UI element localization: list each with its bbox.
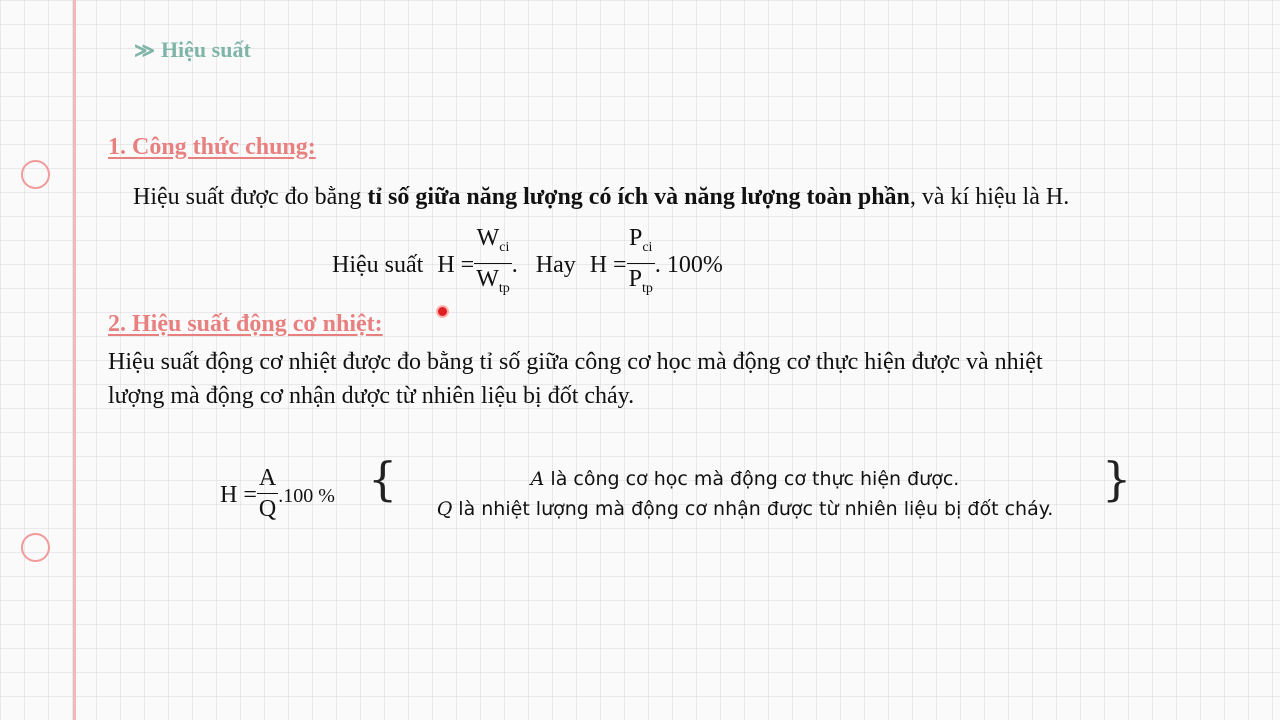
- denominator-sub: tp: [641, 280, 653, 296]
- var-a: A: [530, 468, 545, 490]
- fraction-a-q: [257, 463, 278, 524]
- numerator-sub: ci: [499, 239, 510, 255]
- formula-lhs: H =: [220, 482, 257, 509]
- right-brace: }: [1102, 452, 1132, 506]
- def-a: là công cơ học mà động cơ thực hiện được.: [544, 468, 960, 490]
- formula-tail: .100 %: [278, 485, 335, 508]
- heat-engine-formula: [220, 466, 335, 527]
- fraction-energy: [474, 223, 512, 304]
- section1-text-before: Hiệu suất được đo bằng: [133, 184, 368, 210]
- notebook-margin-line: [73, 0, 76, 720]
- fraction-power: [627, 223, 655, 304]
- left-brace: {: [368, 452, 398, 506]
- numerator: A: [257, 463, 278, 494]
- formula-lhs2: H =: [589, 251, 627, 278]
- definition-q: [386, 494, 1104, 524]
- section1-text: [133, 184, 1069, 211]
- numerator-sub: ci: [642, 239, 653, 255]
- numerator: P: [628, 225, 643, 251]
- laser-pointer-icon: [438, 307, 447, 316]
- denominator: W: [476, 265, 499, 292]
- double-chevron-icon: ≫: [134, 40, 155, 62]
- section1-text-after: , và kí hiệu là H.: [909, 184, 1070, 210]
- denominator: Q: [258, 496, 277, 522]
- numerator: W: [476, 225, 500, 251]
- section1-text-bold: tỉ số giữa năng lượng có ích và năng lượng toàn phần: [367, 184, 910, 210]
- formula-tail: . 100%: [654, 251, 723, 278]
- definitions-lines: [386, 464, 1104, 524]
- definition-a: [386, 464, 1104, 494]
- formula-label: Hiệu suất: [332, 251, 424, 278]
- definitions-block: [368, 452, 1132, 528]
- section1-title: 1. Công thức chung:: [108, 134, 316, 160]
- binder-hole-icon: [21, 160, 50, 189]
- section2-title: 2. Hiệu suất động cơ nhiệt:: [108, 311, 383, 337]
- var-q: Q: [436, 498, 453, 520]
- denominator: P: [628, 265, 642, 292]
- binder-hole-icon: [21, 533, 50, 562]
- formula-sep: .: [511, 251, 518, 278]
- section2-line1: Hiệu suất động cơ nhiệt được đo bằng tỉ số giữa công cơ học mà động cơ thực hiện được và nhiệt: [108, 349, 1043, 375]
- efficiency-formula: [332, 226, 723, 307]
- formula-lhs: H =: [437, 251, 475, 278]
- def-q: là nhiệt lượng mà động cơ nhận được từ nhiên liệu bị đốt cháy.: [452, 498, 1054, 520]
- formula-hay: Hay: [535, 251, 576, 278]
- denominator-sub: tp: [498, 280, 510, 296]
- section2-text: [108, 345, 1043, 413]
- section2-line2: lượng mà động cơ nhận dược từ nhiên liệu bị đốt cháy.: [108, 383, 635, 409]
- header-title: Hiệu suất: [160, 37, 251, 62]
- slide-header: [134, 37, 251, 63]
